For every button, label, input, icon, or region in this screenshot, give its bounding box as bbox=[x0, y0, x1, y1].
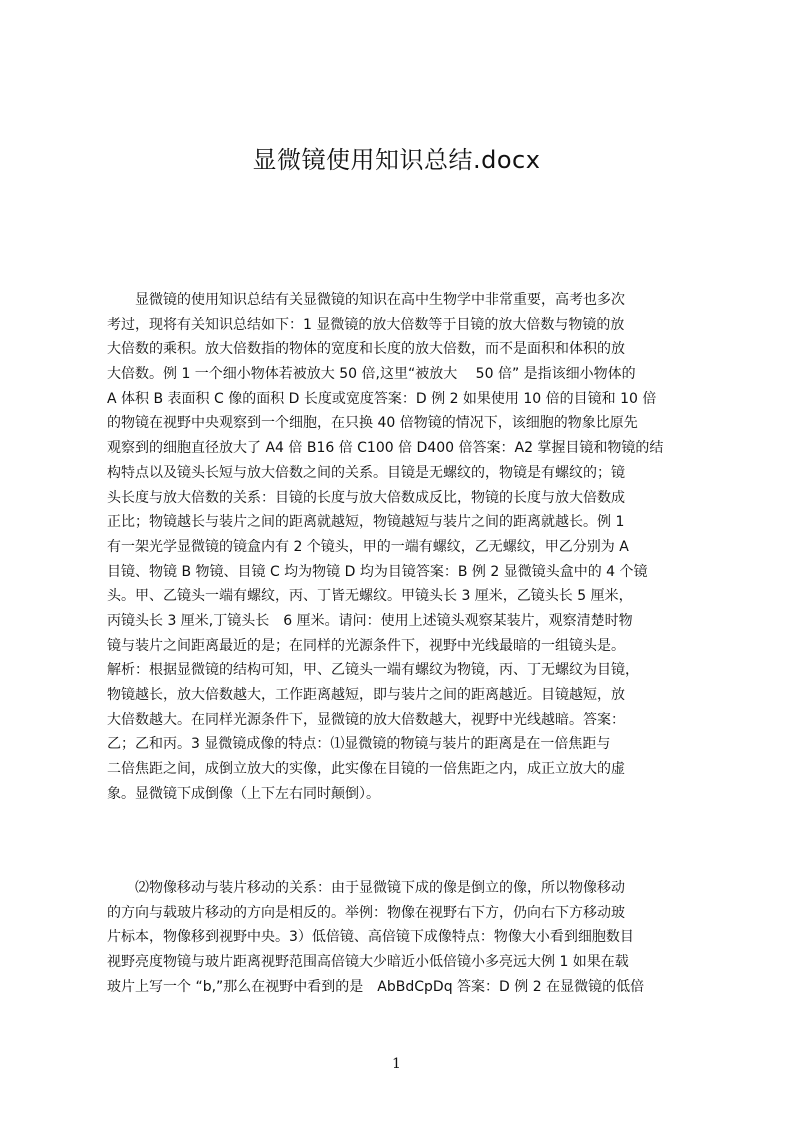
text-line: A 体积 B 表面积 C 像的面积 D 长度或宽度答案：D 例 2 如果使用 10 倍的目镜和 10 倍 bbox=[107, 390, 657, 407]
text-line: 解析：根据显微镜的结构可知，甲、乙镜头一端有螺纹为物镜，丙、丁无螺纹为目镜， bbox=[107, 662, 639, 679]
text-line: 物镜越长，放大倍数越大，工作距离越短，即与装片之间的距离越近。目镜越短，放 bbox=[107, 687, 625, 703]
text-line: 镜与装片之间距离最近的是；在同样的光源条件下，视野中光线最暗的一组镜头是。 bbox=[107, 637, 625, 654]
text-line: 头。甲、乙镜头一端有螺纹，丙、丁皆无螺纹。甲镜头长 3 厘米，乙镜头长 5 厘米， bbox=[107, 588, 633, 605]
text-line: 正比；物镜越长与装片之间的距离就越短，物镜越短与装片之间的距离就越长。例 1 bbox=[107, 514, 625, 531]
document-title: 显微镜使用知识总结.docx bbox=[252, 146, 541, 174]
text-line: 象。显微镜下成倒像（上下左右同时颠倒）。 bbox=[107, 785, 380, 802]
text-line: 构特点以及镜头长短与放大倍数之间的关系。目镜是无螺纹的，物镜是有螺纹的；镜 bbox=[107, 464, 625, 481]
text-line: 大倍数的乘积。放大倍数指的物体的宽度和长度的放大倍数，而不是面积和体积的放 bbox=[107, 341, 625, 358]
text-line: 目镜、物镜 B 物镜、目镜 C 均为物镜 D 均为目镜答案：B 例 2 显微镜头盒中的 4 个镜 bbox=[107, 563, 648, 580]
text-line: 的物镜在视野中央观察到一个细胞，在只换 40 倍物镜的情况下，该细胞的物象比原先 bbox=[107, 415, 638, 432]
text-line: 头长度与放大倍数的关系：目镜的长度与放大倍数成反比，物镜的长度与放大倍数成 bbox=[107, 489, 625, 506]
text-line: 有一架光学显微镜的镜盒内有 2 个镜头，甲的一端有螺纹，乙无螺纹，甲乙分别为 A bbox=[107, 538, 629, 555]
text-line: 丙镜头长 3 厘米,丁镜头长 6 厘米。请问：使用上述镜头观察某装片，观察清楚时物 bbox=[107, 612, 633, 629]
page-number: 1 bbox=[392, 1056, 401, 1072]
paragraph-2 bbox=[107, 876, 699, 999]
text-line: 玻片上写一个 “b,”那么在视野中看到的是 AbBdCpDq 答案：D 例 2 在显微镜的低倍 bbox=[107, 978, 645, 995]
text-line: 视野亮度物镜与玻片距离视野范围高倍镜大少暗近小低倍镜小多亮远大例 1 如果在载 bbox=[107, 954, 629, 971]
paragraph-1 bbox=[107, 288, 699, 806]
text-line: 大倍数。例 1 一个细小物体若被放大 50 倍,这里“被放大 50 倍” 是指该细小物体的 bbox=[107, 366, 636, 383]
text-line: ⑵物像移动与装片移动的关系：由于显微镜下成的像是倒立的像，所以物像移动 bbox=[107, 880, 625, 896]
text-line: 大倍数越大。在同样光源条件下，显微镜的放大倍数越大，视野中光线越暗。答案： bbox=[107, 711, 625, 728]
text-line: 片标本，物像移到视野中央。3）低倍镜、高倍镜下成像特点：物像大小看到细胞数目 bbox=[107, 929, 634, 946]
text-line: 的方向与载玻片移动的方向是相反的。举例：物像在视野右下方，仍向右下方移动玻 bbox=[107, 904, 625, 921]
text-line: 显微镜的使用知识总结有关显微镜的知识在高中生物学中非常重要，高考也多次 bbox=[107, 292, 625, 308]
text-line: 观察到的细胞直径放大了 A4 倍 B16 倍 C100 倍 D400 倍答案：A2 掌握目镜和物镜的结 bbox=[107, 440, 664, 457]
text-line: 二倍焦距之间，成倒立放大的实像，此实像在目镜的一倍焦距之内，成正立放大的虚 bbox=[107, 761, 625, 778]
text-line: 乙；乙和丙。3 显微镜成像的特点：⑴显微镜的物镜与装片的距离是在一倍焦距与 bbox=[107, 736, 611, 753]
text-line: 考过，现将有关知识总结如下：1 显微镜的放大倍数等于目镜的放大倍数与物镜的放 bbox=[107, 316, 625, 333]
